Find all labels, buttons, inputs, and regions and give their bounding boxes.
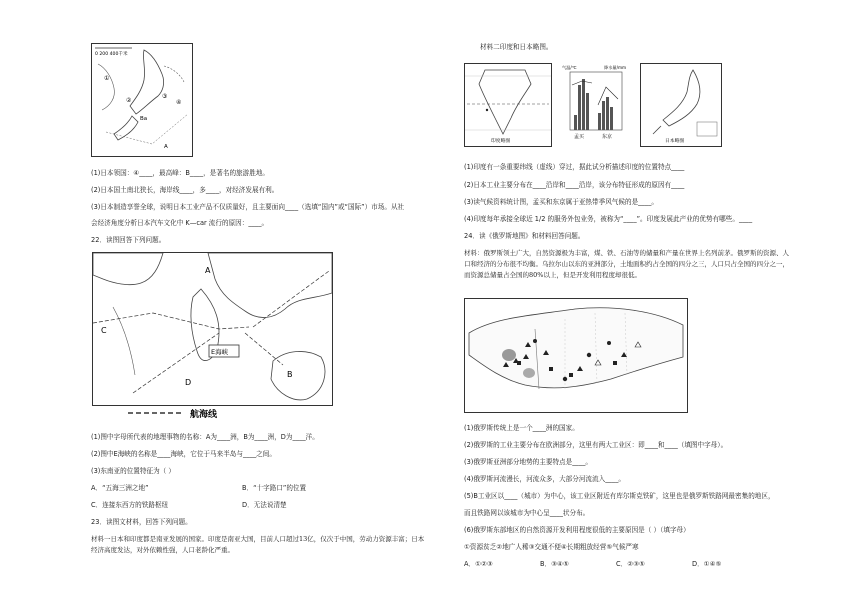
legend-label: 航海线 — [190, 410, 218, 420]
map-label-a: A — [164, 144, 168, 150]
climate-y-right-label: 降水量/mm — [604, 65, 627, 70]
q22-item-1: (1)图中字母所代表的地理事物的名称：A为____洲，B为____洲，D为____洋。 — [91, 433, 319, 441]
q22-title: 22．读图回答下列问题。 — [91, 236, 166, 244]
map-label-1: ① — [104, 75, 110, 82]
q22-option-c: C．连接东西方的铁路枢纽 — [91, 501, 169, 509]
q22-item-2: (2)图中E海峡的名称是____海峡，它位于马来半岛与____之间。 — [91, 450, 276, 458]
q21-item-2: (2)日本国土南北狭长，海岸线____，多____，对经济发展有利。 — [91, 186, 279, 194]
q21-item-1: (1)日本领国：④____，最高峰：B____，是著名的旅游胜地。 — [91, 169, 270, 177]
q23-item-1: (1)印度有一条重要纬线（虚线）穿过，据此试分析描述印度的位置特点____ — [464, 163, 685, 171]
map-label-ba: Ba — [140, 116, 148, 122]
q24-option-d: D．①④⑤ — [692, 560, 722, 568]
climate-y-left-label: 气温/℃ — [562, 65, 577, 70]
q22-item-3: (3)东南亚的位置特征为（ ） — [91, 467, 175, 475]
russia-map-figure — [464, 298, 688, 413]
q24-item-2: (2)俄罗斯的工业主要分布在欧洲部分，这里有两大工业区：即____和____（填图中字母）。 — [464, 441, 728, 449]
q24-item-6: (6)俄罗斯东部地区的自然资源开发利用程度很低的主要原因是（ ）（填字母） — [464, 526, 690, 534]
q24-item-5-cont: 而且铁路网以该城市为中心呈____状分布。 — [464, 509, 590, 517]
q24-title: 24．读《俄罗斯地图》和材料回答问题。 — [464, 232, 585, 240]
q22-option-a: A．“五海三洲之地” — [91, 484, 149, 492]
q24-item-1: (1)俄罗斯传统上是一个____洲的国家。 — [464, 424, 579, 432]
india-map-caption: 印度略图 — [491, 139, 511, 144]
q22-option-d: D．无法说清楚 — [242, 501, 287, 509]
label-a: A — [205, 266, 211, 275]
label-d: D — [185, 378, 192, 387]
q22-option-b: B．“十字路口”的位置 — [242, 484, 307, 492]
india-map — [465, 64, 551, 146]
climate-city-tokyo: 东京 — [602, 134, 613, 140]
climate-city-mumbai: 孟买 — [574, 134, 585, 140]
q24-option-a: A．①②③ — [464, 560, 493, 568]
japan-small-map-caption: 日本略图 — [665, 139, 685, 144]
q23-item-3: (3)读气候资料统计图，孟买和东京属于亚热带季风气候的是____。 — [464, 198, 658, 206]
q24-item-4: (4)俄罗斯河流漫长，河流众多，大部分河流流入____。 — [464, 475, 625, 483]
label-b: B — [287, 370, 293, 379]
climate-chart-figure — [562, 63, 630, 145]
map-label-3: ③ — [162, 93, 168, 100]
q21-item-3: (3)日本制造享誉全球，说明日本工业产品不仅质量好，且主要面向____（选填“国内”或“国际”）市场。从社 — [91, 203, 405, 211]
q24-option-c: C．②③⑤ — [616, 560, 645, 568]
map-label-2: ② — [126, 97, 132, 104]
sea-route-map-figure — [92, 252, 333, 406]
q23-item-2: (2)日本工业主要分布在____沿岸和____沿岸，该分布特征形成的原因有____ — [464, 181, 685, 189]
label-e-strait: E海峡 — [211, 348, 229, 356]
map-label-4: ④ — [176, 99, 182, 106]
material-2-title: 材料二印度和日本略图。 — [480, 43, 553, 51]
india-map-figure — [464, 63, 552, 147]
q23-title: 23．读图文材料，回答下列问题。 — [91, 518, 192, 526]
sea-route-legend — [128, 405, 248, 421]
japan-small-map — [641, 64, 721, 146]
climate-chart — [562, 63, 630, 145]
japan-map-figure — [91, 43, 193, 157]
q24-option-b: B．③④⑤ — [540, 560, 569, 568]
label-c: C — [101, 326, 107, 335]
q21-item-3-cont: 会经济角度分析日本汽车文化中 K—car 流行的原因：____。 — [91, 219, 269, 227]
q24-item-3: (3)俄罗斯亚洲部分地势的主要特点是____。 — [464, 458, 593, 466]
japan-small-map-figure — [640, 63, 722, 147]
russia-map — [465, 299, 687, 412]
sea-route-map — [93, 253, 332, 405]
q23-material-1: 材料一日本和印度都是南亚发展的国家。印度是南亚大国，目前人口超过13亿，仅次于中国，劳动力资源丰富；日本经济高度发达，对外依赖性强，人口老龄化严重。 — [91, 535, 425, 554]
q24-item-6-choices: ①资源贫乏②地广人稀③交通不便④长期粗放经营⑤气候严寒 — [464, 543, 639, 551]
japan-map — [92, 44, 192, 156]
q23-item-4: (4)印度每年承接全球近 1/2 的服务外包业务，被称为“____”。印度发展此产业的优势有哪些。____ — [464, 215, 753, 223]
q24-item-5: (5)B工业区以____（城市）为中心，该工业区附近有库尔斯克铁矿，这里也是俄罗斯铁路网最密集的地区， — [464, 492, 775, 500]
map-scale: 0 200 400千米 — [95, 52, 128, 57]
q24-material: 材料：俄罗斯领土广大，自然资源极为丰富，煤、铁、石油等的储量和产量在世界上名列前茅。俄罗斯的资源、人口和经济的分布很不均衡。乌拉尔山以东的亚洲部分，土地面积约占全国的四分之三，人口只占全国的四分之一，而资源总储量占全国的80%以上，但是开发利用程度却很低。 — [464, 249, 789, 279]
